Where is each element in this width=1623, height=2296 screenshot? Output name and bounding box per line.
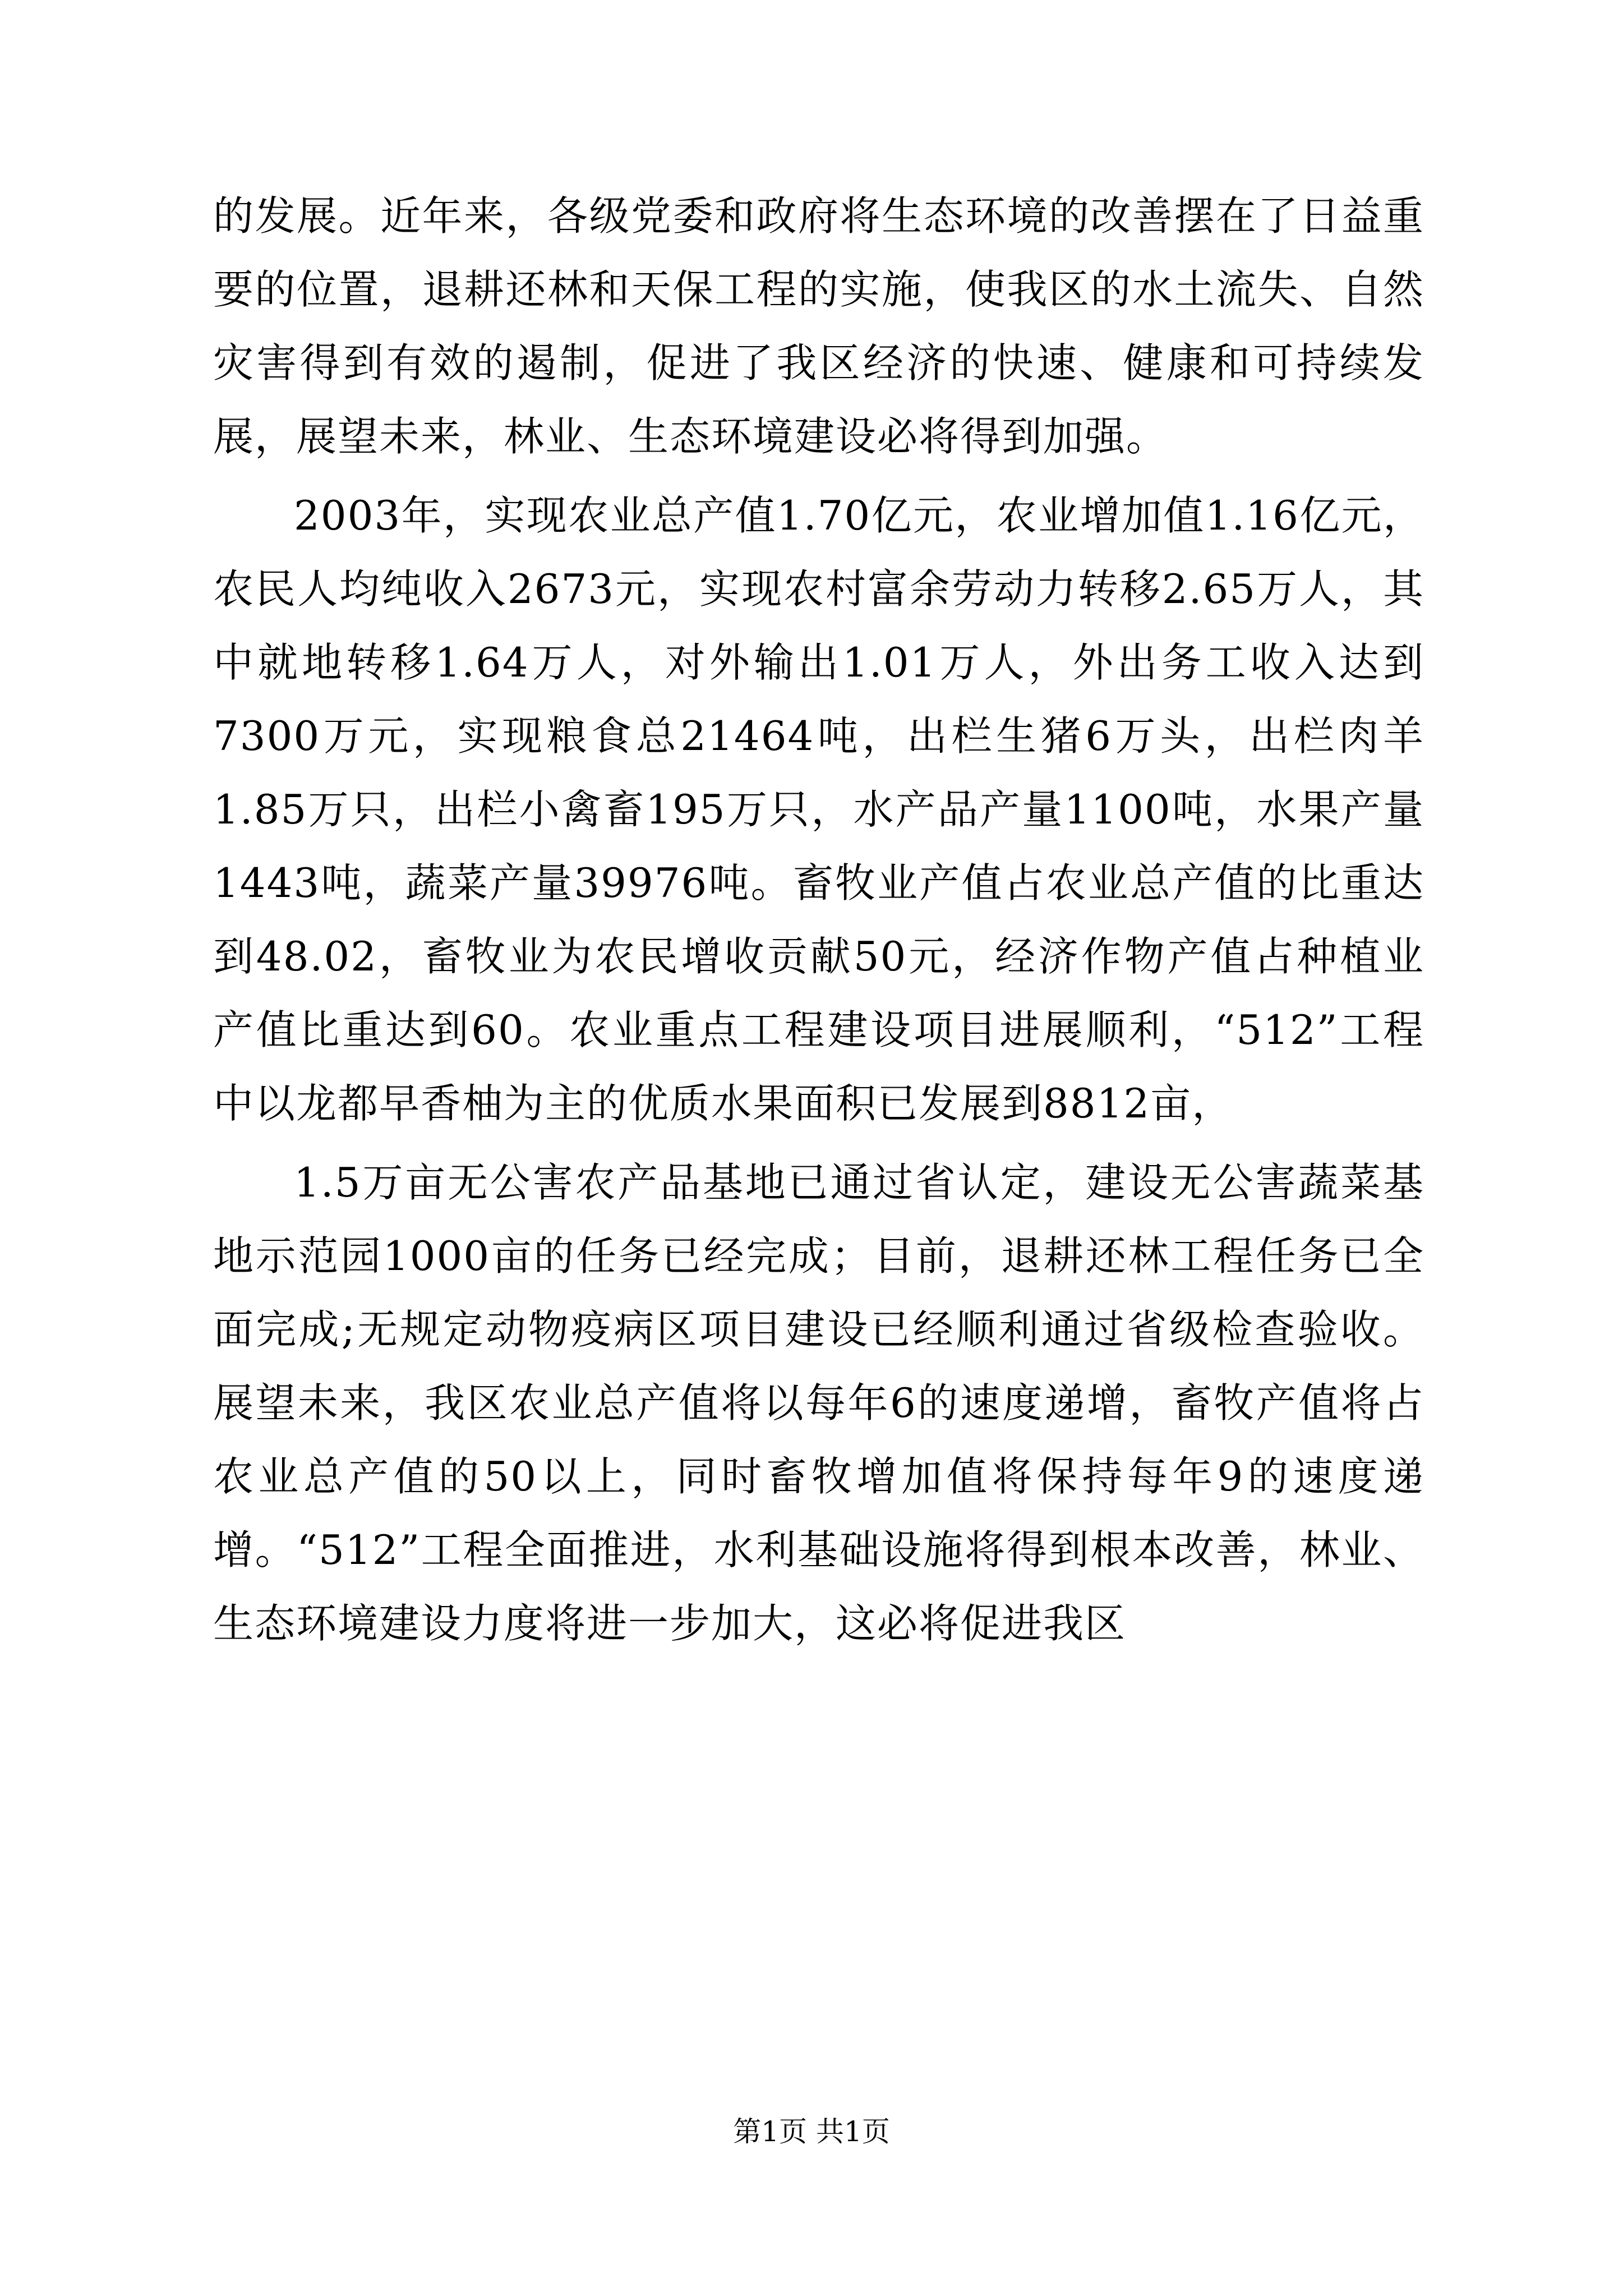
paragraph-3: 1.5万亩无公害农产品基地已通过省认定，建设无公害蔬菜基地示范园1000亩的任务已经完成；目前，退耕还林工程任务已全面完成;无规定动物疫病区项目建设已经顺利通过省级检查验收。展望未来，我区农业总产值将以每年6的速度递增，畜牧产值将占农业总产值的50以上，同时畜牧增加值将保持每年9的速度递增。“512”工程全面推进，水利基础设施将得到根本改善，林业、生态环境建设力度将进一步加大，这必将促进我区 xyxy=(213,1159,1424,1647)
paragraph-2: 2003年，实现农业总产值1.70亿元，农业增加值1.16亿元，农民人均纯收入2673元，实现农村富余劳动力转移2.65万人，其中就地转移1.64万人，对外输出1.01万人，外出务工收入达到7300万元，实现粮食总21464吨，出栏生猪6万头，出栏肉羊1.85万只，出栏小禽畜195万只，水产品产量1100吨，水果产量1443吨，蔬菜产量39976吨。畜牧业产值占农业总产值的比重达到48.02，畜牧业为农民增收贡献50元，经济作物产值占种植业产值比重达到60。农业重点工程建设项目进展顺利，“512”工程中以龙都早香柚为主的优质水果面积已发展到8812亩， xyxy=(213,492,1424,1127)
page-footer: 第1页 共1页 xyxy=(733,2115,890,2148)
paragraph-1: 的发展。近年来，各级党委和政府将生态环境的改善摆在了日益重要的位置，退耕还林和天保工程的实施，使我区的水土流失、自然灾害得到有效的遏制，促进了我区经济的快速、健康和可持续发展，展望未来，林业、生态环境建设必将得到加强。 xyxy=(213,192,1424,460)
document-body xyxy=(213,180,1424,1666)
